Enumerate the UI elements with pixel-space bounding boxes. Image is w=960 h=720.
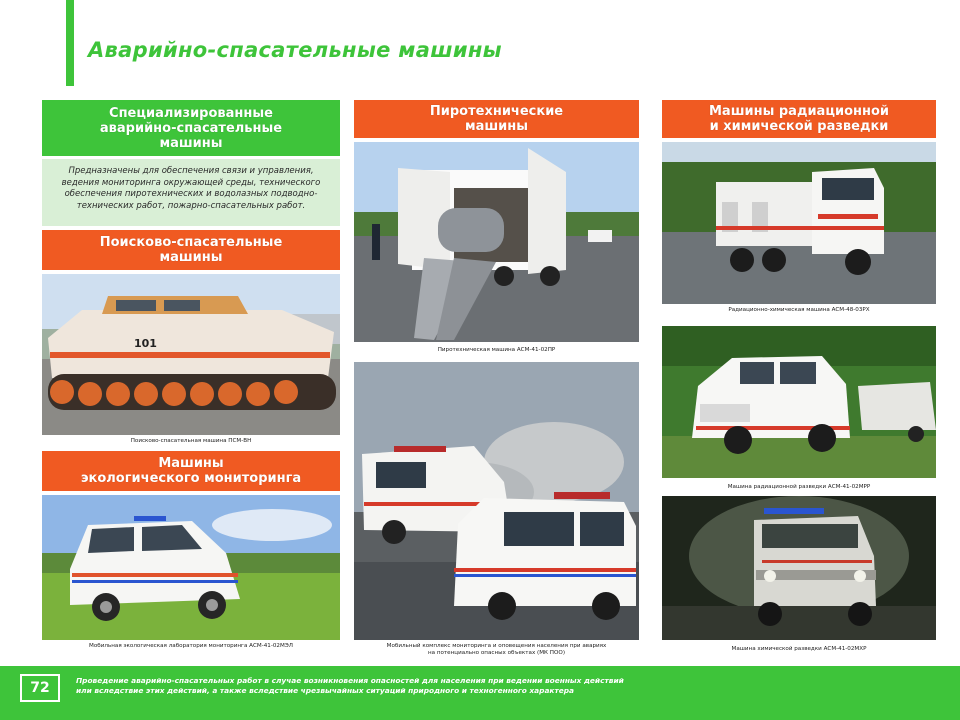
- page-number: 72: [20, 674, 60, 702]
- photo-monitoring-complex: [354, 362, 639, 640]
- caption-chemical-recon: Машина химической разведки АСМ-41-02МХР: [731, 646, 867, 652]
- svg-text:101: 101: [134, 337, 157, 350]
- heading-specialized: Специализированные аварийно-спасательные машины: [42, 100, 340, 156]
- caption-radiation-recon: Машина радиационной разведки АСМ-41-02МРР: [727, 484, 871, 490]
- title-accent-bar: [66, 0, 74, 86]
- heading-radiation-chemical: Машины радиационной и химической разведки: [662, 100, 936, 138]
- caption-radiation-chemical: Радиационно-химическая машина АСМ-48-03РХ: [728, 307, 870, 313]
- description-specialized: Предназначены для обеспечения связи и управления, ведения мониторинга окружающей среды, технического обеспечения пиротехнических и водолазных подводно-технических работ, пожарно-спасательных работ.: [42, 159, 340, 226]
- photo-ecological-lab: [42, 495, 340, 640]
- caption-monitoring-complex: Мобильный комплекс мониторинга и оповещения населения при авариях на потенциально опасных объектах (МК ПОО): [386, 643, 607, 656]
- heading-ecological: Машины экологического мониторинга: [42, 451, 340, 491]
- caption-ecological: Мобильная экологическая лаборатория мониторинга АСМ-41-02МЭЛ: [89, 643, 293, 649]
- photo-pyrotechnic-van: [354, 142, 639, 342]
- heading-search-rescue: Поисково-спасательные машины: [42, 230, 340, 270]
- photo-search-rescue-vehicle: [42, 274, 340, 435]
- photo-radiation-recon: [662, 326, 936, 478]
- heading-pyrotechnic: Пиротехнические машины: [354, 100, 639, 138]
- caption-pyrotechnic: Пиротехническая машина АСМ-41-02ПР: [437, 347, 556, 353]
- page-title: Аварийно-спасательные машины: [88, 38, 502, 62]
- footer-text: Проведение аварийно-спасательных работ в случае возникновения опасностей для населения при ведении военных действий или вследствие этих действий, а также вследствие чрезвычайных ситуаций природного и техногенного характера: [76, 676, 624, 695]
- caption-search-rescue: Поисково-спасательная машина ПСМ-ВН: [130, 438, 252, 444]
- photo-chemical-recon: [662, 496, 936, 640]
- photo-radiation-chemical-truck: [662, 142, 936, 304]
